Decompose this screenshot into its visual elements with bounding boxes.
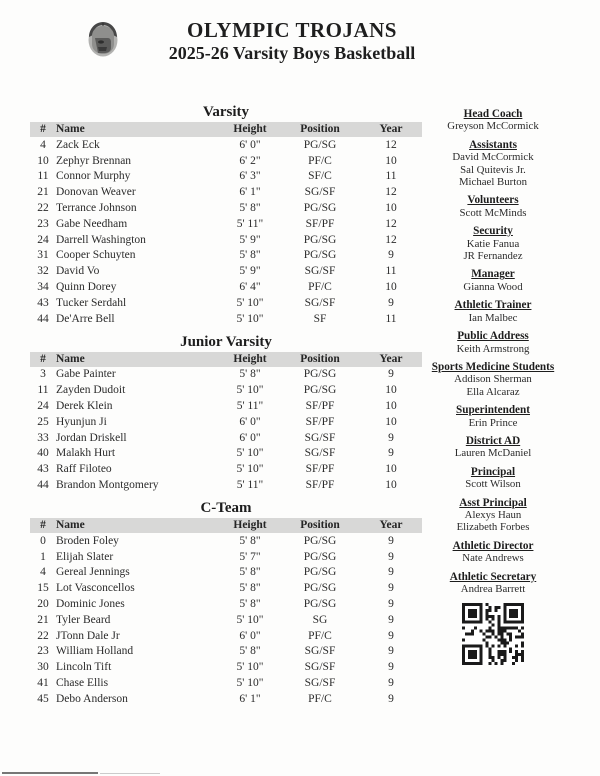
- player-number: 21: [37, 613, 49, 626]
- qr-code-container: [420, 603, 566, 668]
- player-position: PG/SG: [303, 550, 337, 563]
- player-row: [30, 477, 422, 493]
- staff-member-name: Erin Prince: [468, 416, 518, 429]
- player-position: PG/SG: [303, 534, 337, 547]
- col-position: Position: [280, 352, 360, 367]
- player-number: 4: [40, 138, 46, 151]
- player-year: 12: [385, 138, 397, 151]
- player-row: [30, 659, 422, 675]
- player-row: [30, 382, 422, 398]
- player-height: 6' 0": [239, 415, 261, 428]
- staff-role-heading: Assistants: [469, 138, 517, 151]
- staff-group: [420, 299, 566, 324]
- player-number: 43: [37, 463, 49, 476]
- player-position: SF/PF: [305, 400, 335, 413]
- player-height: 5' 8": [239, 566, 261, 579]
- player-row: [30, 169, 422, 185]
- player-position: SG/SF: [304, 265, 336, 278]
- player-year: 10: [385, 384, 397, 397]
- player-row: [30, 549, 422, 565]
- player-height: 5' 11": [236, 217, 264, 230]
- player-number: 22: [37, 629, 49, 642]
- staff-role-heading: District AD: [465, 434, 521, 447]
- player-height: 5' 7": [239, 550, 261, 563]
- staff-member-name: Greyson McCormick: [447, 120, 539, 133]
- player-height: 6' 1": [239, 186, 261, 199]
- col-year: Year: [360, 122, 422, 137]
- player-year: 10: [385, 415, 397, 428]
- player-height: 6' 1": [239, 692, 261, 705]
- staff-group: [420, 139, 566, 189]
- player-year: 10: [385, 463, 397, 476]
- player-row: [30, 200, 422, 216]
- col-height: Height: [220, 122, 280, 137]
- player-row: [30, 596, 422, 612]
- player-number: 21: [37, 186, 49, 199]
- player-name: Broden Foley: [56, 534, 119, 547]
- player-number: 32: [37, 265, 49, 278]
- player-name: Lincoln Tift: [56, 661, 112, 674]
- player-name: Hyunjun Ji: [56, 415, 107, 428]
- player-number: 34: [37, 281, 49, 294]
- player-year: 10: [385, 154, 397, 167]
- player-number: 25: [37, 415, 49, 428]
- staff-member-name: Scott McMinds: [459, 206, 527, 219]
- player-position: SG/SF: [304, 677, 336, 689]
- player-row: [30, 628, 422, 644]
- col-height: Height: [220, 352, 280, 367]
- player-year: 9: [388, 249, 394, 262]
- player-height: 5' 8": [239, 368, 261, 381]
- player-name: Gabe Needham: [56, 217, 128, 230]
- player-number: 33: [37, 431, 49, 444]
- staff-member-name: Katie Fanua: [466, 237, 520, 250]
- staff-group: [420, 194, 566, 219]
- player-number: 23: [37, 217, 49, 230]
- team-section: [30, 500, 422, 707]
- player-number: 44: [37, 479, 49, 492]
- player-number: 10: [37, 154, 49, 167]
- roster-header-row: [30, 122, 422, 137]
- player-height: 5' 10": [236, 677, 264, 689]
- player-number: 20: [37, 598, 49, 611]
- player-position: SF/PF: [305, 415, 335, 428]
- staff-group: [420, 404, 566, 429]
- player-number: 24: [37, 400, 49, 413]
- player-number: 4: [40, 566, 46, 579]
- player-number: 45: [37, 692, 49, 705]
- player-position: PG/SG: [303, 233, 337, 246]
- col-year: Year: [360, 518, 422, 533]
- roster-header-row: [30, 518, 422, 533]
- player-number: 31: [37, 249, 49, 262]
- player-year: 9: [388, 368, 394, 381]
- player-name: Tyler Beard: [56, 613, 111, 626]
- staff-group: [420, 330, 566, 355]
- staff-group: [420, 268, 566, 293]
- player-number: 1: [40, 550, 46, 563]
- player-row: [30, 295, 422, 311]
- player-position: SG/SF: [304, 431, 336, 444]
- qr-code: [462, 603, 524, 665]
- staff-role-heading: Superintendent: [456, 404, 530, 417]
- staff-role-heading: Head Coach: [463, 108, 523, 120]
- staff-list: [420, 108, 566, 595]
- player-name: Zayden Dudoit: [56, 384, 126, 397]
- player-position: SF/PF: [305, 217, 335, 230]
- player-height: 6' 2": [239, 154, 261, 167]
- col-name: Name: [56, 122, 220, 137]
- staff-member-name: Gianna Wood: [463, 280, 523, 293]
- player-number: 11: [37, 384, 49, 397]
- staff-member-name: Lauren McDaniel: [454, 447, 532, 460]
- player-position: SG/SF: [304, 661, 336, 674]
- player-number: 24: [37, 233, 49, 246]
- player-position: PG/SG: [303, 598, 337, 611]
- player-height: 5' 9": [239, 233, 261, 246]
- player-number: 40: [37, 447, 49, 460]
- player-position: SG/SF: [304, 645, 336, 658]
- player-name: Cooper Schuyten: [56, 249, 136, 262]
- staff-member-name: Michael Burton: [458, 176, 528, 189]
- staff-role-heading: Athletic Trainer: [454, 299, 532, 312]
- scan-artifact-smudge: [100, 773, 160, 774]
- team-title: Junior Varsity: [180, 333, 272, 350]
- player-number: 41: [37, 677, 49, 689]
- player-year: 9: [388, 661, 394, 674]
- staff-member-name: Nate Andrews: [462, 552, 524, 565]
- team-section: [30, 334, 422, 493]
- staff-group: [420, 497, 566, 534]
- staff-sidebar: [420, 108, 566, 669]
- staff-group: [420, 466, 566, 491]
- player-name: David Vo: [56, 265, 100, 278]
- staff-role-heading: Principal: [470, 465, 516, 478]
- player-name: Malakh Hurt: [56, 447, 116, 460]
- player-row: [30, 311, 422, 327]
- player-year: 11: [385, 312, 397, 325]
- player-name: Lot Vasconcellos: [56, 582, 135, 595]
- player-row: [30, 461, 422, 477]
- player-height: 5' 8": [239, 249, 261, 262]
- roster-table: [30, 122, 422, 327]
- col-name: Name: [56, 518, 220, 533]
- player-height: 5' 11": [236, 400, 264, 413]
- player-year: 12: [385, 217, 397, 230]
- player-height: 5' 10": [236, 384, 264, 397]
- col-position: Position: [280, 122, 360, 137]
- player-row: [30, 248, 422, 264]
- player-row: [30, 279, 422, 295]
- player-position: SF/C: [308, 170, 332, 183]
- staff-group: [420, 435, 566, 460]
- staff-member-name: Scott Wilson: [465, 478, 521, 491]
- player-name: Gereal Jennings: [56, 566, 130, 579]
- player-position: PG/SG: [303, 249, 337, 262]
- player-name: Chase Ellis: [56, 677, 109, 689]
- staff-group: [420, 361, 566, 398]
- player-number: 15: [37, 582, 49, 595]
- col-name: Name: [56, 352, 220, 367]
- roster-header-row: [30, 352, 422, 367]
- player-year: 9: [388, 582, 394, 595]
- team-title: C-Team: [200, 499, 252, 516]
- player-name: Jordan Driskell: [56, 431, 127, 444]
- player-height: 5' 10": [236, 661, 264, 674]
- player-name: William Holland: [56, 645, 134, 658]
- player-position: PG/SG: [303, 384, 337, 397]
- player-year: 9: [388, 566, 394, 579]
- player-year: 9: [388, 534, 394, 547]
- staff-role-heading: Athletic Secretary: [449, 570, 537, 583]
- staff-role-heading: Volunteers: [467, 194, 519, 207]
- player-position: SG/SF: [304, 186, 336, 199]
- player-year: 11: [385, 170, 397, 183]
- player-height: 5' 9": [239, 265, 261, 278]
- player-row: [30, 232, 422, 248]
- player-position: PF/C: [308, 154, 332, 167]
- player-number: 30: [37, 661, 49, 674]
- player-height: 5' 8": [239, 202, 261, 215]
- staff-group: [420, 571, 566, 596]
- col-position: Position: [280, 518, 360, 533]
- player-row: [30, 153, 422, 169]
- player-name: Zephyr Brennan: [56, 154, 132, 167]
- page-title: OLYMPIC TROJANS: [187, 18, 397, 42]
- staff-member-name: Alexys Haun: [464, 508, 522, 521]
- player-row: [30, 184, 422, 200]
- player-position: SG/SF: [304, 447, 336, 460]
- player-row: [30, 137, 422, 153]
- player-height: 5' 10": [236, 613, 264, 626]
- player-year: 9: [388, 550, 394, 563]
- roster-table: [30, 352, 422, 493]
- player-year: 9: [388, 447, 394, 460]
- player-position: PG/SG: [303, 566, 337, 579]
- player-row: [30, 398, 422, 414]
- team-title: Varsity: [202, 104, 250, 120]
- player-row: [30, 580, 422, 596]
- player-row: [30, 446, 422, 462]
- player-row: [30, 644, 422, 660]
- player-position: SG: [312, 613, 328, 626]
- player-height: 5' 8": [239, 645, 261, 658]
- player-year: 10: [385, 479, 397, 492]
- player-name: Derek Klein: [56, 400, 113, 413]
- player-year: 9: [388, 629, 394, 642]
- player-position: SF/PF: [305, 479, 335, 492]
- player-height: 5' 8": [239, 582, 261, 595]
- player-name: Terrance Johnson: [56, 202, 137, 215]
- staff-group: [420, 108, 566, 133]
- col-height: Height: [220, 518, 280, 533]
- player-name: Gabe Painter: [56, 368, 116, 381]
- player-number: 11: [37, 170, 49, 183]
- player-height: 5' 10": [236, 447, 264, 460]
- col-number: #: [30, 122, 56, 137]
- player-name: Darrell Washington: [56, 233, 146, 246]
- player-position: PF/C: [308, 281, 332, 294]
- player-year: 9: [388, 431, 394, 444]
- player-name: JTonn Dale Jr: [56, 629, 120, 642]
- player-name: Brandon Montgomery: [56, 479, 159, 492]
- player-position: SF: [313, 312, 327, 325]
- player-position: PF/C: [308, 692, 332, 705]
- player-year: 9: [388, 692, 394, 705]
- player-height: 6' 0": [239, 138, 261, 151]
- player-year: 12: [385, 186, 397, 199]
- player-row: [30, 414, 422, 430]
- player-height: 6' 0": [239, 431, 261, 444]
- staff-member-name: Ella Alcaraz: [466, 385, 520, 398]
- player-height: 6' 4": [239, 281, 261, 294]
- col-number: #: [30, 518, 56, 533]
- player-position: PG/SG: [303, 582, 337, 595]
- player-number: 43: [37, 296, 49, 309]
- staff-member-name: Keith Armstrong: [456, 342, 530, 355]
- staff-role-heading: Athletic Director: [452, 539, 534, 552]
- player-year: 11: [385, 265, 397, 278]
- staff-member-name: Sal Quitevis Jr.: [460, 163, 526, 176]
- staff-member-name: Ian Malbec: [468, 311, 518, 324]
- player-number: 23: [37, 645, 49, 658]
- player-position: SF/PF: [305, 463, 335, 476]
- player-number: 22: [37, 202, 49, 215]
- player-name: De'Arre Bell: [56, 312, 115, 325]
- player-height: 5' 8": [239, 534, 261, 547]
- staff-role-heading: Security: [473, 225, 513, 238]
- staff-member-name: JR Fernandez: [463, 250, 523, 263]
- player-row: [30, 216, 422, 232]
- staff-member-name: Addison Sherman: [454, 373, 532, 386]
- player-number: 44: [37, 312, 49, 325]
- player-height: 5' 10": [236, 463, 264, 476]
- staff-role-heading: Asst Principal: [459, 496, 527, 509]
- player-height: 6' 3": [239, 170, 261, 183]
- player-row: [30, 675, 422, 691]
- player-row: [30, 691, 422, 707]
- player-year: 9: [388, 677, 394, 689]
- trojan-helmet-logo: [86, 20, 120, 58]
- player-name: Debo Anderson: [56, 692, 128, 705]
- player-position: PG/SG: [303, 368, 337, 381]
- player-position: SG/SF: [304, 296, 336, 309]
- player-position: PG/SG: [303, 138, 337, 151]
- scan-artifact-line: [2, 772, 98, 774]
- player-position: PG/SG: [303, 202, 337, 215]
- player-row: [30, 367, 422, 383]
- staff-role-heading: Public Address: [457, 330, 529, 343]
- player-row: [30, 612, 422, 628]
- player-year: 10: [385, 400, 397, 413]
- player-height: 5' 11": [236, 479, 264, 492]
- player-height: 6' 0": [239, 629, 261, 642]
- staff-member-name: Andrea Barrett: [460, 583, 526, 595]
- player-name: Quinn Dorey: [56, 281, 117, 294]
- player-row: [30, 565, 422, 581]
- staff-role-heading: Sports Medicine Students: [431, 360, 555, 373]
- player-name: Raff Filoteo: [56, 463, 112, 476]
- player-name: Zack Eck: [56, 138, 100, 151]
- col-year: Year: [360, 352, 422, 367]
- player-height: 5' 10": [236, 296, 264, 309]
- player-year: 9: [388, 613, 394, 626]
- staff-role-heading: Manager: [471, 268, 515, 281]
- player-name: Connor Murphy: [56, 170, 131, 183]
- staff-member-name: David McCormick: [452, 151, 534, 164]
- player-position: PF/C: [308, 629, 332, 642]
- staff-member-name: Elizabeth Forbes: [456, 521, 530, 534]
- player-height: 5' 8": [239, 598, 261, 611]
- staff-group: [420, 540, 566, 565]
- col-number: #: [30, 352, 56, 367]
- player-row: [30, 263, 422, 279]
- player-number: 3: [40, 368, 46, 381]
- player-name: Donovan Weaver: [56, 186, 136, 199]
- rosters: [30, 104, 422, 714]
- player-year: 10: [385, 281, 397, 294]
- player-name: Elijah Slater: [56, 550, 114, 563]
- player-name: Dominic Jones: [56, 598, 125, 611]
- player-year: 9: [388, 598, 394, 611]
- player-height: 5' 10": [236, 312, 264, 325]
- player-name: Tucker Serdahl: [56, 296, 127, 309]
- roster-table: [30, 518, 422, 707]
- page-subtitle: 2025-26 Varsity Boys Basketball: [168, 43, 416, 63]
- staff-group: [420, 225, 566, 262]
- player-year: 9: [388, 645, 394, 658]
- player-row: [30, 533, 422, 549]
- player-year: 9: [388, 296, 394, 309]
- player-number: 0: [40, 534, 46, 547]
- player-year: 10: [385, 202, 397, 215]
- player-row: [30, 430, 422, 446]
- player-year: 12: [385, 233, 397, 246]
- team-section: [30, 104, 422, 327]
